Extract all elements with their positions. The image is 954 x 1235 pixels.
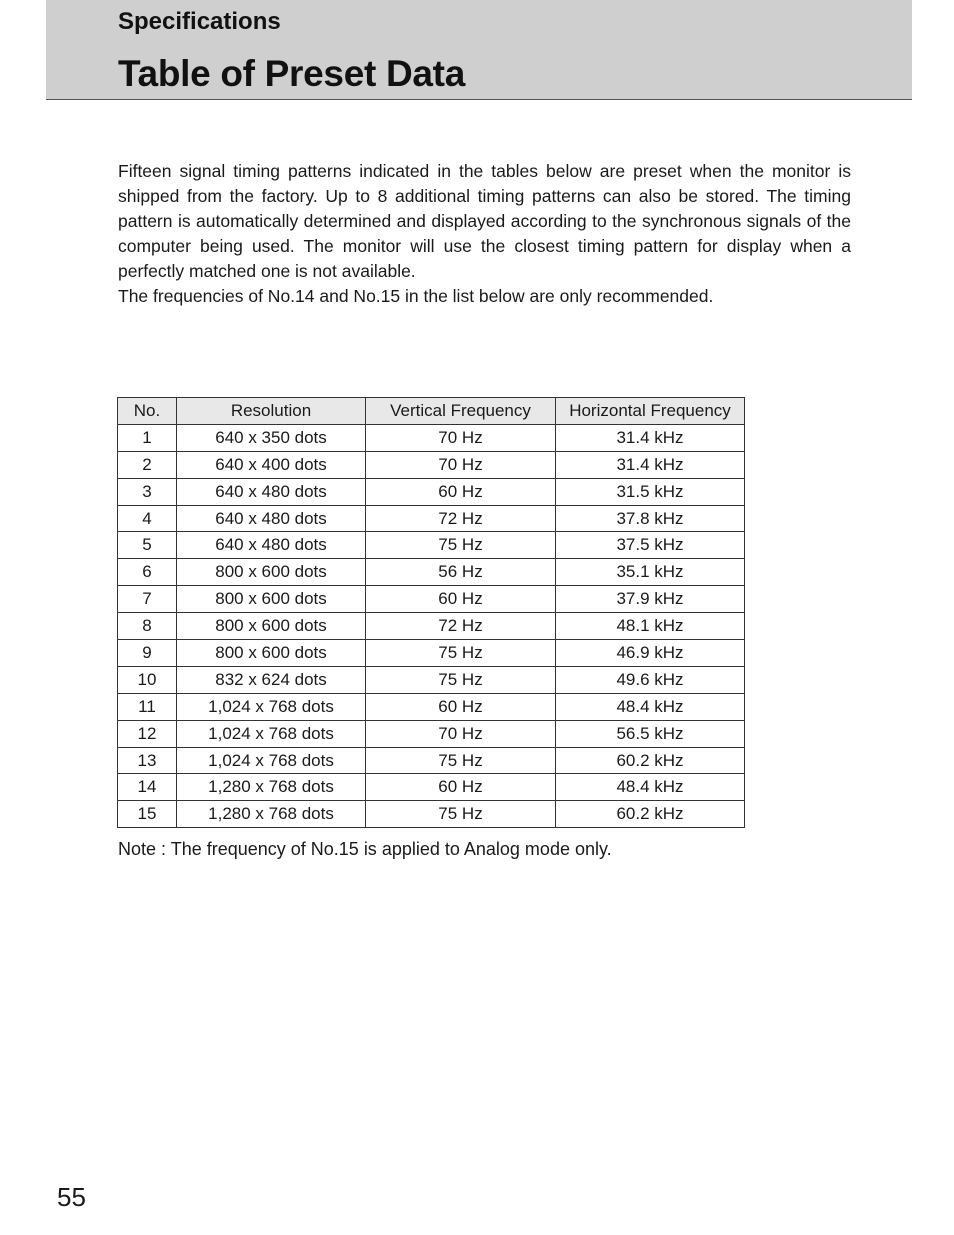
cell-no: 3 xyxy=(118,478,177,505)
cell-resolution: 640 x 350 dots xyxy=(177,424,366,451)
cell-no: 13 xyxy=(118,747,177,774)
section-label: Specifications xyxy=(118,8,281,35)
cell-horizontal-frequency: 56.5 kHz xyxy=(556,720,745,747)
table-row xyxy=(118,613,745,640)
cell-horizontal-frequency: 48.1 kHz xyxy=(556,613,745,640)
table-row xyxy=(118,747,745,774)
cell-resolution: 1,280 x 768 dots xyxy=(177,774,366,801)
cell-vertical-frequency: 70 Hz xyxy=(366,424,556,451)
cell-horizontal-frequency: 37.5 kHz xyxy=(556,532,745,559)
analog-mode-note: Note : The frequency of No.15 is applied to Analog mode only. xyxy=(118,839,612,859)
cell-vertical-frequency: 56 Hz xyxy=(366,559,556,586)
cell-resolution: 1,024 x 768 dots xyxy=(177,720,366,747)
intro-recommendation-note: The frequencies of No.14 and No.15 in the list below are only recommended. xyxy=(118,286,714,306)
column-header-resolution: Resolution xyxy=(177,398,366,425)
cell-vertical-frequency: 75 Hz xyxy=(366,666,556,693)
cell-vertical-frequency: 70 Hz xyxy=(366,720,556,747)
table-row xyxy=(118,424,745,451)
cell-vertical-frequency: 75 Hz xyxy=(366,747,556,774)
cell-vertical-frequency: 60 Hz xyxy=(366,774,556,801)
table-row xyxy=(118,640,745,667)
table-row xyxy=(118,693,745,720)
cell-horizontal-frequency: 60.2 kHz xyxy=(556,747,745,774)
cell-horizontal-frequency: 48.4 kHz xyxy=(556,774,745,801)
intro-text xyxy=(118,159,851,309)
cell-vertical-frequency: 75 Hz xyxy=(366,532,556,559)
cell-horizontal-frequency: 31.4 kHz xyxy=(556,451,745,478)
cell-no: 4 xyxy=(118,505,177,532)
table-row xyxy=(118,451,745,478)
cell-no: 8 xyxy=(118,613,177,640)
cell-horizontal-frequency: 35.1 kHz xyxy=(556,559,745,586)
table-row xyxy=(118,720,745,747)
cell-no: 6 xyxy=(118,559,177,586)
cell-no: 15 xyxy=(118,801,177,828)
cell-vertical-frequency: 60 Hz xyxy=(366,478,556,505)
column-header-horizontal-frequency: Horizontal Frequency xyxy=(556,398,745,425)
table-body xyxy=(118,424,745,827)
cell-horizontal-frequency: 46.9 kHz xyxy=(556,640,745,667)
table-row xyxy=(118,532,745,559)
cell-vertical-frequency: 75 Hz xyxy=(366,640,556,667)
cell-vertical-frequency: 75 Hz xyxy=(366,801,556,828)
cell-vertical-frequency: 70 Hz xyxy=(366,451,556,478)
cell-horizontal-frequency: 31.4 kHz xyxy=(556,424,745,451)
cell-horizontal-frequency: 49.6 kHz xyxy=(556,666,745,693)
column-header-vertical-frequency: Vertical Frequency xyxy=(366,398,556,425)
cell-no: 11 xyxy=(118,693,177,720)
cell-horizontal-frequency: 37.9 kHz xyxy=(556,586,745,613)
cell-resolution: 640 x 400 dots xyxy=(177,451,366,478)
cell-resolution: 640 x 480 dots xyxy=(177,478,366,505)
cell-horizontal-frequency: 31.5 kHz xyxy=(556,478,745,505)
cell-resolution: 640 x 480 dots xyxy=(177,532,366,559)
table-row xyxy=(118,559,745,586)
cell-resolution: 1,024 x 768 dots xyxy=(177,693,366,720)
cell-resolution: 832 x 624 dots xyxy=(177,666,366,693)
table-row xyxy=(118,774,745,801)
cell-vertical-frequency: 60 Hz xyxy=(366,586,556,613)
cell-resolution: 800 x 600 dots xyxy=(177,640,366,667)
column-header-no: No. xyxy=(118,398,177,425)
cell-vertical-frequency: 72 Hz xyxy=(366,505,556,532)
cell-no: 5 xyxy=(118,532,177,559)
cell-resolution: 1,024 x 768 dots xyxy=(177,747,366,774)
table-row xyxy=(118,801,745,828)
cell-no: 9 xyxy=(118,640,177,667)
table-row xyxy=(118,478,745,505)
header-band xyxy=(46,0,912,100)
cell-resolution: 800 x 600 dots xyxy=(177,559,366,586)
page-title: Table of Preset Data xyxy=(118,53,465,94)
cell-no: 14 xyxy=(118,774,177,801)
table-row xyxy=(118,586,745,613)
cell-horizontal-frequency: 37.8 kHz xyxy=(556,505,745,532)
cell-resolution: 640 x 480 dots xyxy=(177,505,366,532)
table-row xyxy=(118,666,745,693)
cell-vertical-frequency: 60 Hz xyxy=(366,693,556,720)
cell-no: 12 xyxy=(118,720,177,747)
cell-resolution: 800 x 600 dots xyxy=(177,613,366,640)
cell-no: 2 xyxy=(118,451,177,478)
preset-data-table xyxy=(117,397,745,828)
page-number: 55 xyxy=(57,1182,86,1212)
cell-resolution: 1,280 x 768 dots xyxy=(177,801,366,828)
cell-horizontal-frequency: 48.4 kHz xyxy=(556,693,745,720)
cell-resolution: 800 x 600 dots xyxy=(177,586,366,613)
cell-no: 7 xyxy=(118,586,177,613)
table-header-row xyxy=(118,398,745,425)
table-row xyxy=(118,505,745,532)
cell-no: 10 xyxy=(118,666,177,693)
cell-no: 1 xyxy=(118,424,177,451)
cell-horizontal-frequency: 60.2 kHz xyxy=(556,801,745,828)
intro-paragraph: Fifteen signal timing patterns indicated in the tables below are preset when the monitor is shipped from the factory. Up to 8 additional timing patterns can also be stored. The timing pattern is automatically determined and displayed according to the synchronous signals of the computer being used. The monitor will use the closest timing pattern for display when a perfectly matched one is not available. xyxy=(118,161,851,281)
cell-vertical-frequency: 72 Hz xyxy=(366,613,556,640)
